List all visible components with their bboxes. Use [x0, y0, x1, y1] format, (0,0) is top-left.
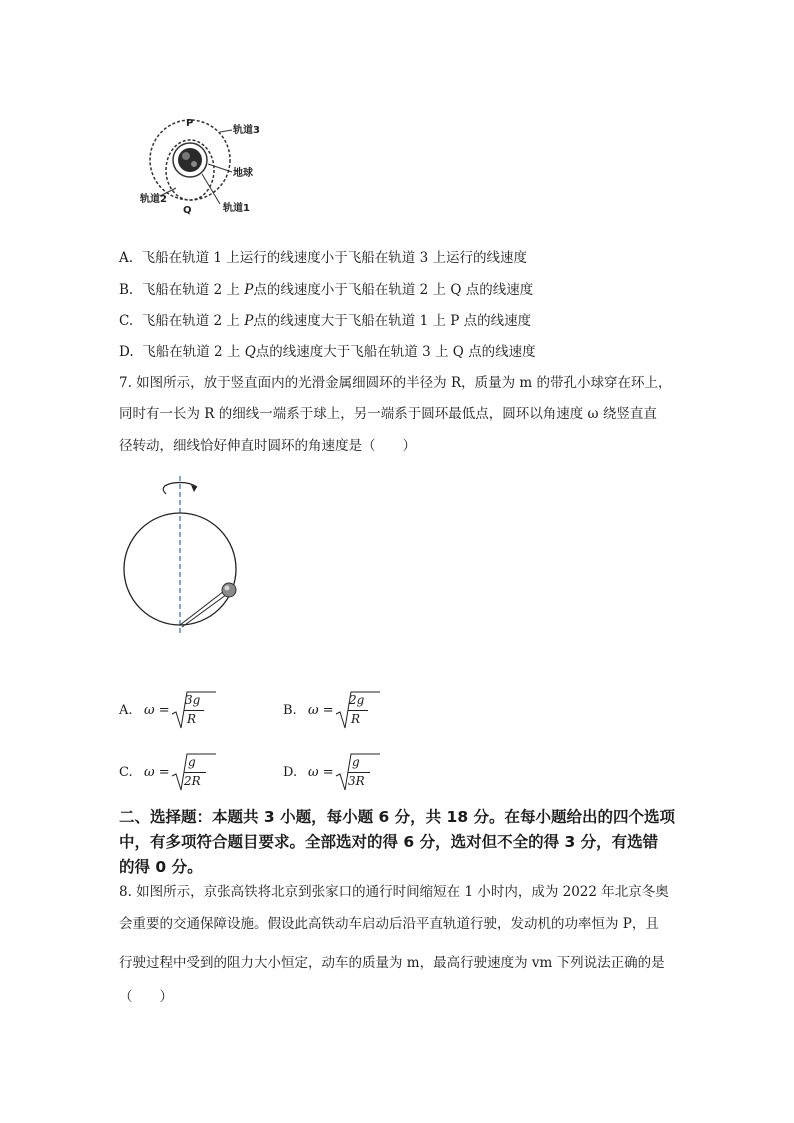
- ball-icon: [222, 583, 236, 597]
- earth-icon: [178, 148, 202, 172]
- label-track2: 轨道2: [140, 194, 167, 205]
- orbit-figure: [140, 118, 270, 218]
- ring-figure: [118, 474, 248, 644]
- q8-line-1: 8. 如图所示，京张高铁将北京到张家口的通行时间缩短在 1 小时内，成为 2022 年北京冬奥: [119, 884, 669, 900]
- q7-line-1: 7. 如图所示，放于竖直面内的光滑金属细圆环的半径为 R，质量为 m 的带孔小球穿在环上，: [119, 375, 672, 391]
- section-heading-line-3: 的得 0 分。: [119, 858, 203, 876]
- label-q: Q: [183, 205, 192, 216]
- q8-line-3: 行驶过程中受到的阻力大小恒定，动车的质量为 m，最高行驶速度为 vm 下列说法正确的是: [119, 955, 665, 971]
- q6-option-a: A. 飞船在轨道 1 上运行的线速度小于飞船在轨道 3 上运行的线速度: [119, 250, 527, 266]
- q8-line-4: （ ）: [119, 989, 173, 1005]
- label-track3: 轨道3: [233, 125, 260, 136]
- q6-option-b: B. 飞船在轨道 2 上 P点的线速度小于飞船在轨道 2 上 Q 点的线速度: [119, 282, 534, 298]
- q6-option-d: D. 飞船在轨道 2 上 Q点的线速度大于飞船在轨道 3 上 Q 点的线速度: [119, 344, 536, 360]
- section-heading-line-2: 中，有多项符合题目要求。全部选对的得 6 分，选对但不全的得 3 分，有选错: [119, 833, 659, 851]
- q7-line-2: 同时有一长为 R 的细线一端系于球上，另一端系于圆环最低点，圆环以角速度 ω 绕竖直直: [119, 406, 657, 422]
- q7-line-3: 径转动，细线恰好伸直时圆环的角速度是（ ）: [119, 438, 416, 454]
- label-track1: 轨道1: [223, 203, 250, 214]
- label-p: P: [186, 118, 194, 129]
- section-heading-line-1: 二、选择题：本题共 3 小题，每小题 6 分，共 18 分。在每小题给出的四个选项: [119, 808, 676, 826]
- q8-line-2: 会重要的交通保障设施。假设此高铁动车启动后沿平直轨道行驶，发动机的功率恒为 P，且: [119, 916, 659, 932]
- q6-option-c: C. 飞船在轨道 2 上 P点的线速度大于飞船在轨道 1 上 P 点的线速度: [119, 313, 532, 329]
- label-earth: 地球: [233, 168, 253, 179]
